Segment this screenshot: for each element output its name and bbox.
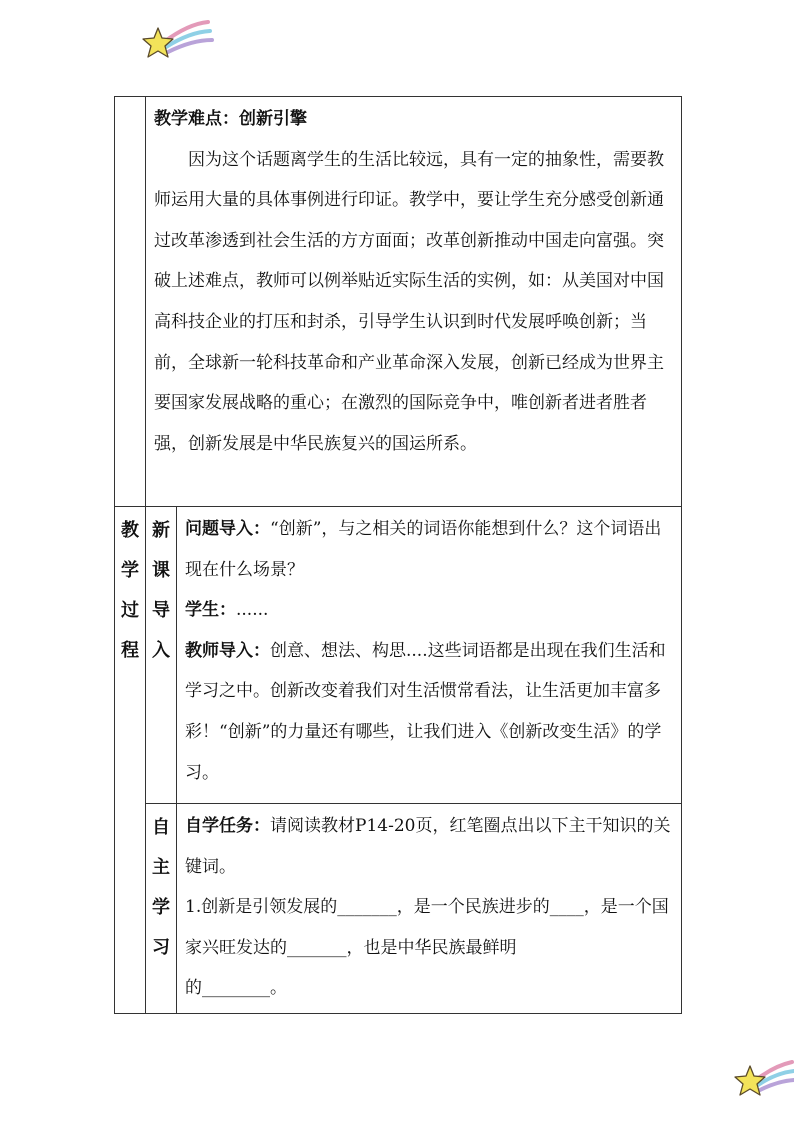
intro-label	[146, 507, 177, 804]
selfstudy-row	[115, 804, 682, 1014]
selfstudy-label-char: 习	[152, 937, 170, 958]
lesson-plan-table	[114, 96, 682, 1014]
teacher-paragraph	[185, 631, 673, 793]
selfstudy-label	[146, 804, 177, 1014]
question-text: “创新”，与之相关的词语你能想到什么？这个词语出现在什么场景？	[185, 519, 662, 580]
student-label: 学生：	[185, 600, 236, 621]
selfstudy-label-char: 学	[152, 897, 170, 918]
intro-label-char: 入	[152, 640, 170, 661]
student-paragraph	[185, 590, 673, 631]
student-text: ......	[236, 600, 269, 621]
blank-cell	[115, 97, 146, 507]
question-label: 问题导入：	[185, 519, 270, 539]
difficulty-title: 教学难点：创新引擎	[154, 109, 307, 129]
intro-label-char: 课	[152, 560, 170, 581]
process-label	[115, 507, 146, 1014]
selfstudy-label-char: 主	[152, 857, 170, 878]
fill-blank-item-cont: 的________。	[185, 978, 287, 999]
intro-cell	[177, 507, 682, 804]
process-label-char: 教	[121, 520, 139, 541]
difficulty-row	[115, 97, 682, 507]
process-label-char: 学	[121, 560, 139, 581]
shooting-star-icon	[138, 14, 218, 60]
process-label-char: 程	[121, 640, 139, 661]
difficulty-body: 因为这个话题离学生的生活比较远，具有一定的抽象性，需要教师运用大量的具体事例进行印证。教学中，要让学生充分感受创新通过改革渗透到社会生活的方方面面；改革创新推动中国走向富强。突破上述难点，教师可以例举贴近实际生活的实例，如：从美国对中国高科技企业的打压和封杀，引导学生认识到时代发展呼唤创新；当前，全球新一轮科技革命和产业革命深入发展，创新已经成为世界主要国家发展战略的重心；在激烈的国际竞争中，唯创新者进者胜者强，创新发展是中华民族复兴的国运所系。	[154, 149, 664, 454]
task-text: 请阅读教材P14-20页，红笔圈点出以下主干知识的关键词。	[185, 816, 671, 877]
intro-label-char: 新	[152, 520, 170, 541]
shooting-star-icon	[732, 1052, 794, 1098]
intro-label-char: 导	[152, 600, 170, 621]
task-label: 自学任务：	[185, 816, 270, 836]
fill-blank-item: 1.创新是引领发展的_______，是一个民族进步的____，是一个国家兴旺发达的_______，也是中华民族最鲜明	[185, 897, 669, 958]
process-label-char: 过	[121, 600, 139, 621]
task-paragraph	[185, 806, 673, 887]
teacher-text: 创意、想法、构思....这些词语都是出现在我们生活和学习之中。创新改变着我们对生活惯常看法，让生活更加丰富多彩！“创新”的力量还有哪些，让我们进入《创新改变生活》的学习。	[185, 640, 666, 783]
selfstudy-label-char: 自	[152, 817, 170, 838]
intro-row	[115, 507, 682, 804]
selfstudy-cell	[177, 804, 682, 1014]
question-paragraph	[185, 509, 673, 590]
difficulty-cell	[146, 97, 682, 507]
teacher-label: 教师导入：	[185, 640, 270, 661]
